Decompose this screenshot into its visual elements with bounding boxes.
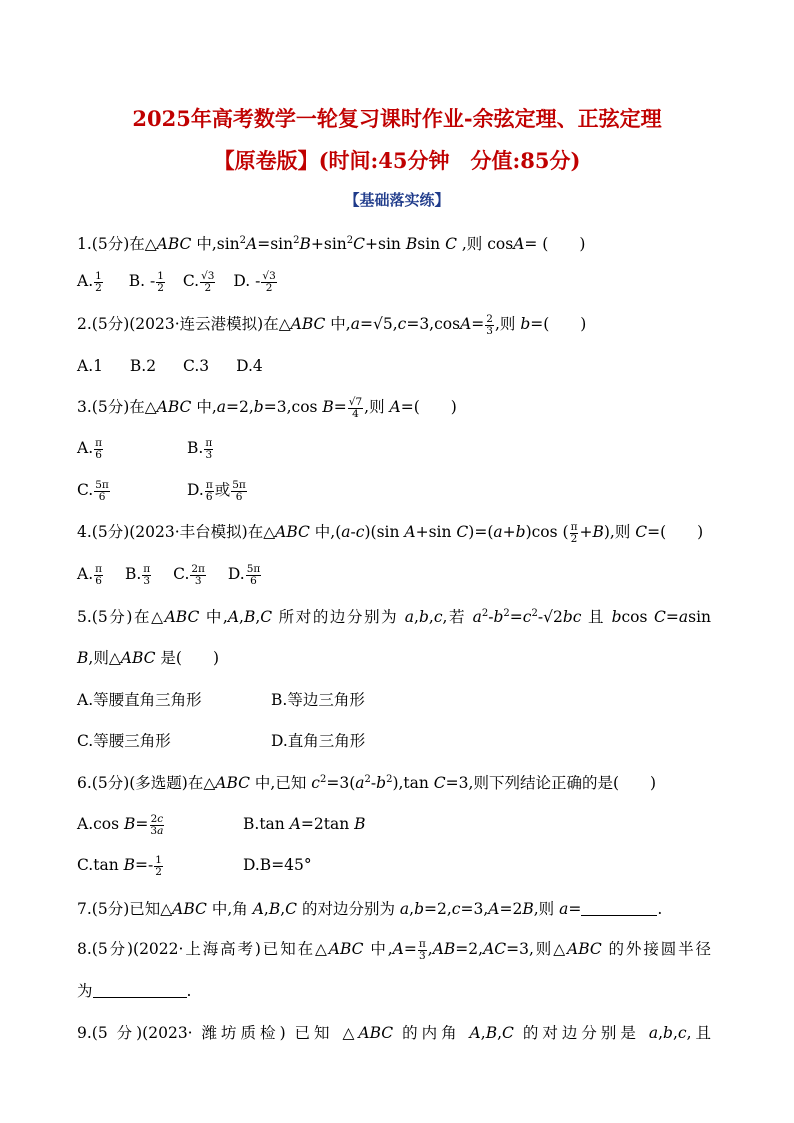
q3-option-d: D. $\frac{\pi}{6}$ 或 $\frac{5\pi}{6}$ — [187, 478, 246, 503]
q3-option-b: B. $\frac{\pi}{3}$ — [187, 436, 213, 461]
q2-option-b: B.2 — [129, 357, 157, 375]
question-9-stem-line-1: 9.(5 分)(2023· 潍坊质检) 已知 △ABC 的内角 A,B,C 的对边分别是 a,b,c,且 — [77, 1024, 711, 1042]
title-line-2: 【原卷版】(时间:45分钟 分值:85分) — [213, 148, 581, 173]
q7-answer-blank[interactable] — [581, 899, 657, 916]
section-label: 【基础落实练】 — [344, 191, 450, 209]
q5-option-a: A.等腰直角三角形 — [77, 691, 202, 709]
question-2-options — [77, 355, 263, 377]
question-7-stem: 7.(5分)已知△ABC 中,角 A,B,C 的对边分别为 a,b=2,c=3,A=2B,则 a= . — [77, 900, 663, 918]
question-3-stem: 3.(5分)在△ABC 中,a=2,b=3,cos B= $\frac{√7}{4}$ ,则 A=( ) — [77, 395, 457, 420]
q4-option-b: B. $\frac{\pi}{3}$ — [124, 562, 151, 587]
q3-option-a: A. $\frac{\pi}{6}$ — [77, 436, 103, 461]
q1-option-a: A. $\frac{1}{2}$ — [77, 269, 102, 294]
question-2-stem: 2.(5分)(2023·连云港模拟)在△ABC 中,a=√5,c=3,cosA= $\frac{2}{3}$ ,则 b=( ) — [77, 312, 587, 337]
q5-option-c: C.等腰三角形 — [77, 732, 171, 750]
q2-option-d: D.4 — [236, 357, 263, 375]
question-3-options-row-2 — [77, 478, 246, 503]
q2-option-c: C.3 — [183, 357, 210, 375]
question-8-stem-line-2: 为 . — [77, 982, 192, 1000]
question-5-options-row-1 — [77, 689, 365, 711]
question-6-options-row-1 — [77, 812, 366, 837]
q1-option-d: D. - $\frac{√3}{2}$ — [233, 269, 276, 294]
q8-answer-blank[interactable] — [93, 981, 187, 998]
question-6-stem: 6.(5分)(多选题)在△ABC 中,已知 $c^2=3(a^2-b^2),\tan$ C=3,则下列结论正确的是( ) — [77, 774, 657, 792]
title-line-1: 2025年高考数学一轮复习课时作业-余弦定理、正弦定理 — [132, 106, 662, 131]
q4-option-a: A. $\frac{\pi}{6}$ — [77, 562, 103, 587]
q2-option-a: A.1 — [77, 357, 103, 375]
question-1-options — [77, 270, 278, 294]
question-3-options-row-1 — [77, 436, 213, 461]
question-4-stem: 4.(5分)(2023·丰台模拟)在△ABC 中,(a-c)(sin A+sin C)=(a+b)cos ( $\frac{\pi}{2}$ +B),则 C=( ) — [77, 520, 704, 545]
question-5-stem-line-1: 5.(5分)在△ABC 中,A,B,C 所对的边分别为 a,b,c,若 $a^2-b^2=c^2-√2bc$ 且 bcos C=asin — [77, 608, 712, 626]
q1-option-c: C. $\frac{√3}{2}$ — [182, 269, 215, 294]
q4-option-d: D. $\frac{5\pi}{6}$ — [227, 562, 261, 587]
q6-option-b: B.tan A=2tan B — [243, 815, 366, 833]
question-5-stem-line-2: B,则△ABC 是( ) — [77, 649, 220, 667]
q4-option-c: C. $\frac{2\pi}{3}$ — [173, 562, 205, 587]
question-6-options-row-2 — [77, 853, 312, 878]
q5-option-d: D.直角三角形 — [271, 732, 366, 750]
q1-option-b: B. - $\frac{1}{2}$ — [128, 269, 164, 294]
question-4-options — [77, 563, 262, 587]
q6-option-d: D.B=45° — [243, 856, 312, 874]
question-8-stem-line-1: 8.(5分)(2022·上海高考)已知在△ABC 中,A= $\frac{\pi}{3}$ ,AB=2,AC=3,则△ABC 的外接圆半径 — [77, 937, 711, 962]
q3-option-c: C. $\frac{5\pi}{6}$ — [77, 478, 109, 503]
q6-option-c: C.tan B=- $\frac{1}{2}$ — [77, 853, 162, 878]
q6-option-a: A.cos B= $\frac{2c}{3a}$ — [77, 812, 164, 837]
q5-option-b: B.等边三角形 — [271, 691, 365, 709]
question-5-options-row-2 — [77, 730, 366, 752]
question-1-stem: 1.(5分)在△ABC 中$,\sin^2A=\sin^2B+\sin^2C+\sin$ Bsin C ,则 cosA= ( ) — [77, 235, 586, 253]
